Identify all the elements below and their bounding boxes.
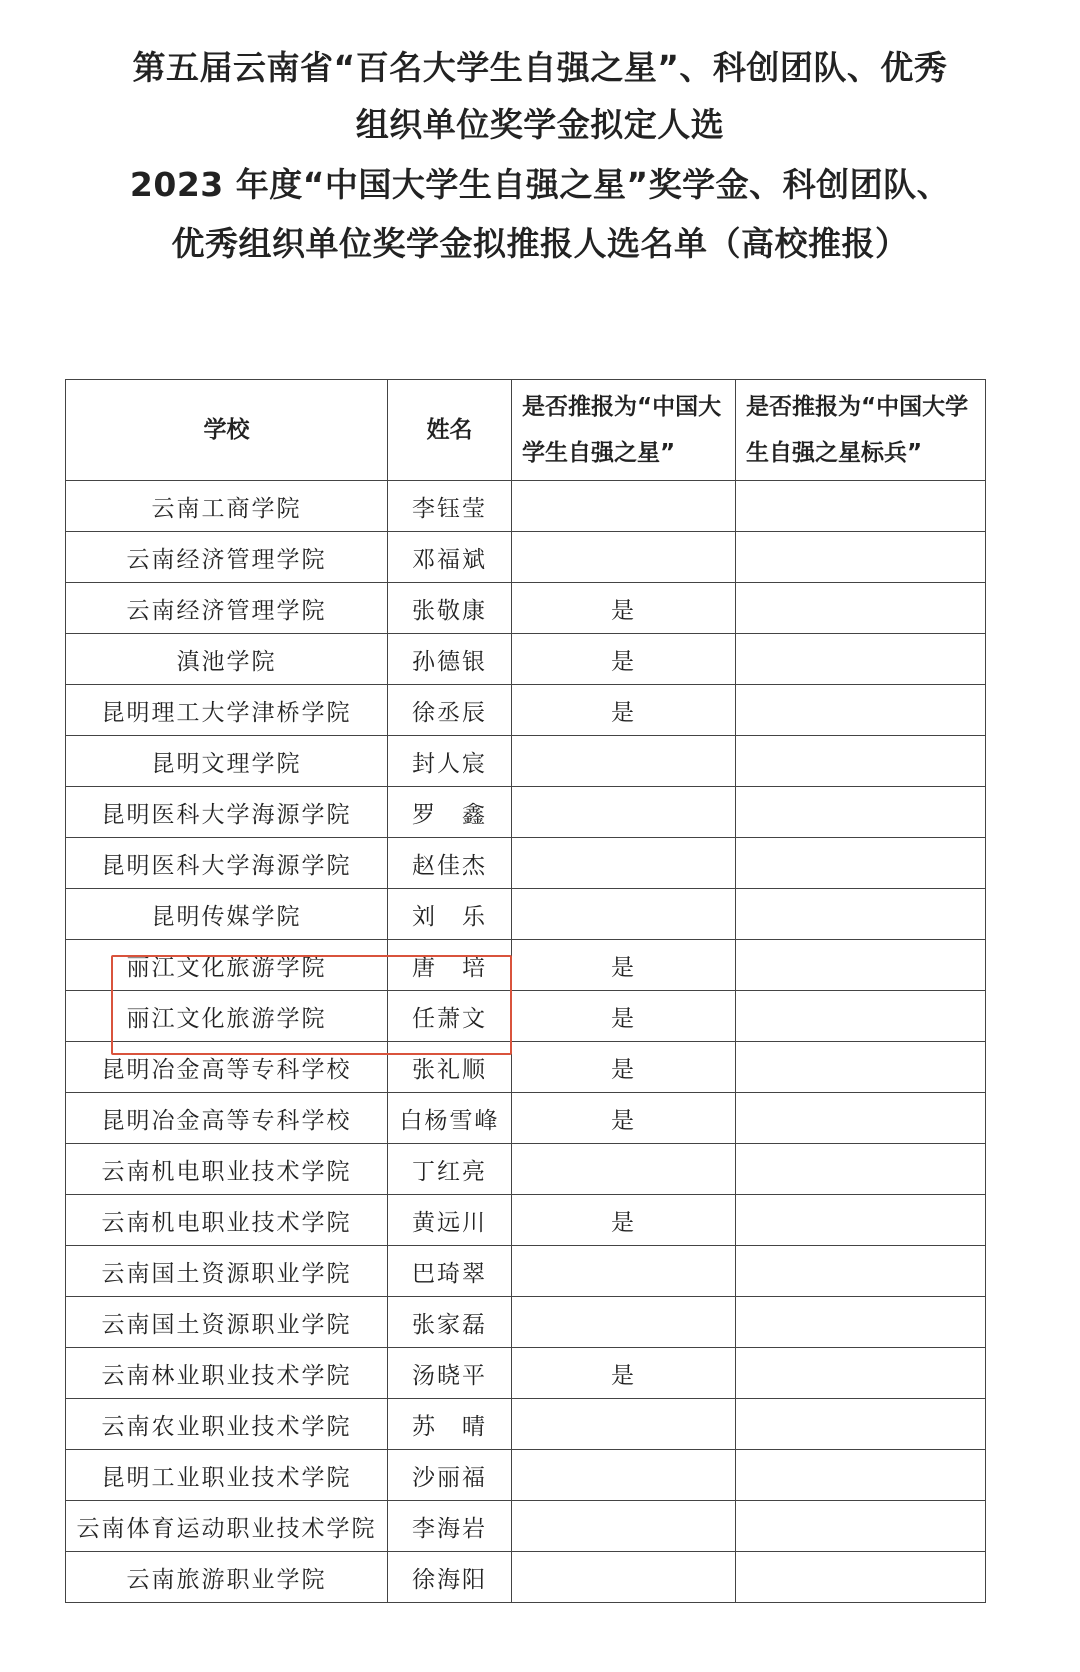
cell-school: 滇池学院 (66, 634, 388, 685)
cell-recommend-model (736, 991, 986, 1042)
table-row (66, 1093, 986, 1144)
cell-recommend-star: 是 (512, 940, 736, 991)
table-row (66, 634, 986, 685)
cell-school: 云南体育运动职业技术学院 (66, 1501, 388, 1552)
cell-name: 唐 培 (388, 940, 512, 991)
cell-school: 昆明医科大学海源学院 (66, 787, 388, 838)
table-row (66, 736, 986, 787)
table-row (66, 481, 986, 532)
cell-recommend-model (736, 1093, 986, 1144)
table-row (66, 889, 986, 940)
cell-recommend-model (736, 940, 986, 991)
table-row (66, 991, 986, 1042)
cell-recommend-model (736, 634, 986, 685)
header-name: 姓名 (388, 380, 512, 481)
cell-school: 云南经济管理学院 (66, 583, 388, 634)
cell-recommend-star (512, 1501, 736, 1552)
cell-recommend-star (512, 1450, 736, 1501)
cell-recommend-model (736, 481, 986, 532)
header-recommend-model: 是否推报为“中国大学生自强之星标兵” (736, 380, 986, 481)
cell-recommend-model (736, 1552, 986, 1603)
cell-name: 苏 晴 (388, 1399, 512, 1450)
table-row (66, 583, 986, 634)
cell-school: 丽江文化旅游学院 (66, 940, 388, 991)
title-line-1: 第五届云南省“百名大学生自强之星”、科创团队、优秀 (132, 48, 948, 87)
title-line-2: 组织单位奖学金拟定人选 (355, 105, 725, 144)
cell-recommend-star: 是 (512, 583, 736, 634)
cell-recommend-model (736, 1399, 986, 1450)
cell-recommend-model (736, 1144, 986, 1195)
cell-name: 赵佳杰 (388, 838, 512, 889)
cell-recommend-model (736, 1246, 986, 1297)
cell-name: 任萧文 (388, 991, 512, 1042)
table-row (66, 1246, 986, 1297)
cell-recommend-star (512, 736, 736, 787)
cell-name: 李海岩 (388, 1501, 512, 1552)
cell-recommend-model (736, 1348, 986, 1399)
table-header-row (66, 380, 986, 481)
cell-recommend-model (736, 736, 986, 787)
cell-recommend-star (512, 889, 736, 940)
cell-name: 张家磊 (388, 1297, 512, 1348)
cell-name: 汤晓平 (388, 1348, 512, 1399)
cell-school: 昆明冶金高等专科学校 (66, 1042, 388, 1093)
cell-name: 邓福斌 (388, 532, 512, 583)
cell-school: 昆明文理学院 (66, 736, 388, 787)
table-row (66, 1501, 986, 1552)
cell-recommend-model (736, 787, 986, 838)
header-recommend-star: 是否推报为“中国大学生自强之星” (512, 380, 736, 481)
table-row (66, 1450, 986, 1501)
cell-name: 徐丞辰 (388, 685, 512, 736)
cell-school: 云南工商学院 (66, 481, 388, 532)
cell-recommend-star: 是 (512, 634, 736, 685)
candidate-table (65, 379, 986, 1603)
table-row (66, 838, 986, 889)
table-row (66, 1195, 986, 1246)
cell-recommend-model (736, 685, 986, 736)
cell-recommend-model (736, 1450, 986, 1501)
table-row (66, 940, 986, 991)
title-line-3: 2023 年度“中国大学生自强之星”奖学金、科创团队、 (129, 165, 951, 204)
cell-name: 丁红亮 (388, 1144, 512, 1195)
cell-school: 云南经济管理学院 (66, 532, 388, 583)
cell-recommend-star (512, 1144, 736, 1195)
table-row (66, 532, 986, 583)
cell-recommend-model (736, 1042, 986, 1093)
cell-school: 昆明理工大学津桥学院 (66, 685, 388, 736)
cell-recommend-star: 是 (512, 991, 736, 1042)
cell-school: 云南林业职业技术学院 (66, 1348, 388, 1399)
cell-recommend-star (512, 838, 736, 889)
cell-recommend-model (736, 1501, 986, 1552)
cell-school: 云南旅游职业学院 (66, 1552, 388, 1603)
cell-recommend-star (512, 1399, 736, 1450)
cell-school: 昆明传媒学院 (66, 889, 388, 940)
cell-name: 张礼顺 (388, 1042, 512, 1093)
table-row (66, 787, 986, 838)
cell-recommend-model (736, 532, 986, 583)
header-school: 学校 (66, 380, 388, 481)
cell-recommend-star (512, 1552, 736, 1603)
cell-school: 昆明冶金高等专科学校 (66, 1093, 388, 1144)
table-body (66, 481, 986, 1603)
cell-recommend-star (512, 787, 736, 838)
cell-recommend-star: 是 (512, 1348, 736, 1399)
cell-recommend-star: 是 (512, 685, 736, 736)
cell-recommend-model (736, 838, 986, 889)
table-row (66, 1348, 986, 1399)
cell-recommend-model (736, 583, 986, 634)
cell-name: 李钰莹 (388, 481, 512, 532)
table-row (66, 1297, 986, 1348)
cell-name: 黄远川 (388, 1195, 512, 1246)
cell-name: 沙丽福 (388, 1450, 512, 1501)
cell-recommend-star (512, 532, 736, 583)
cell-recommend-star (512, 1246, 736, 1297)
cell-name: 白杨雪峰 (388, 1093, 512, 1144)
cell-name: 刘 乐 (388, 889, 512, 940)
cell-school: 云南机电职业技术学院 (66, 1144, 388, 1195)
cell-name: 罗 鑫 (388, 787, 512, 838)
table-row (66, 685, 986, 736)
cell-recommend-model (736, 889, 986, 940)
table-row (66, 1399, 986, 1450)
cell-school: 昆明工业职业技术学院 (66, 1450, 388, 1501)
cell-name: 徐海阳 (388, 1552, 512, 1603)
cell-recommend-star: 是 (512, 1093, 736, 1144)
cell-recommend-model (736, 1195, 986, 1246)
cell-recommend-star (512, 481, 736, 532)
title-line-4: 优秀组织单位奖学金拟推报人选名单（高校推报） (171, 224, 909, 263)
cell-recommend-model (736, 1297, 986, 1348)
cell-recommend-star (512, 1297, 736, 1348)
cell-school: 云南国土资源职业学院 (66, 1246, 388, 1297)
cell-name: 孙德银 (388, 634, 512, 685)
table-row (66, 1552, 986, 1603)
cell-recommend-star: 是 (512, 1195, 736, 1246)
cell-school: 丽江文化旅游学院 (66, 991, 388, 1042)
table-row (66, 1042, 986, 1093)
cell-school: 昆明医科大学海源学院 (66, 838, 388, 889)
cell-name: 巴琦翠 (388, 1246, 512, 1297)
cell-name: 封人宸 (388, 736, 512, 787)
cell-recommend-star: 是 (512, 1042, 736, 1093)
cell-school: 云南国土资源职业学院 (66, 1297, 388, 1348)
cell-name: 张敬康 (388, 583, 512, 634)
cell-school: 云南机电职业技术学院 (66, 1195, 388, 1246)
table-row (66, 1144, 986, 1195)
cell-school: 云南农业职业技术学院 (66, 1399, 388, 1450)
